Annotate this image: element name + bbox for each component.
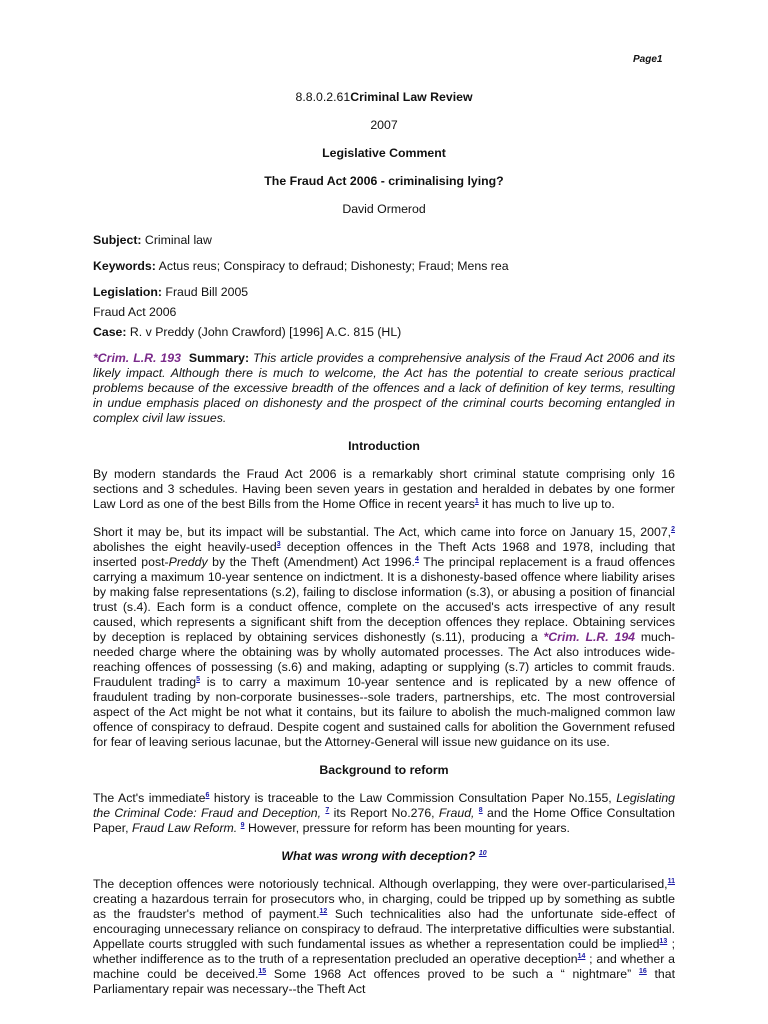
footnote-link[interactable]: 4 (414, 555, 419, 563)
footnote-link[interactable]: 3 (276, 540, 281, 548)
intro-paragraph-2: Short it may be, but its impact will be substantial. The Act, which came into force on January 15, 2007,$^2$ abolishes the eight heavily-used$^3$ deception offences in the Theft Acts 1968 and 1978, including that inserted post-Preddy by the Theft (Amendment) Act 1996.$^4$ The principal replacement is a fraud offences carrying a maximum 10-year sentence on indictment. It is a dishonesty-based offence where liability arises by making false representations (s.2), failing to disclose information (s.3), or abusing a position of financial trust (s.4). Each form is a conduct offence, complete on the accused's acts irrespective of any result caused, which represents a significant shift from the deception offences they replace. Obtaining services by deception is replaced by obtaining services dishonestly (s.11), producing a *Crim. L.R. 194 much-needed charge where the obtaining was by wholly automated processes. The Act also introduces wide-reaching offences of possessing (s.6) and making, adapting or supplying (s.7) articles to commit frauds. Fraudulent trading$^5$ is to carry a maximum 10-year sentence and is replicated by a new offence of fraudulent trading by non-corporate businesses--sole traders, partnerships, etc. The most controversial aspect of the Act might be not what it contains, but its failure to abolish the much-maligned common law offence of conspiracy to defraud. Despite cogent and sustained calls for abolition the Government refused for fear of leaving serious lacunae, but the Attorney-General will issue new guidance on its use. (93, 525, 676, 749)
crim-lr-reference: *Crim. L.R. 194 (543, 630, 636, 644)
legislation-field (93, 285, 675, 300)
footnote-link[interactable]: 10 (478, 849, 487, 857)
keywords-label: Keywords: (93, 259, 156, 273)
footnote-link[interactable]: 6 (205, 791, 210, 799)
footnote-link[interactable]: 16 (638, 967, 647, 975)
crim-lr-reference: *Crim. L.R. 193 (93, 351, 181, 365)
legislation-value: Fraud Bill 2005 (162, 285, 249, 299)
keywords-value: Actus reus; Conspiracy to defraud; Dishonesty; Fraud; Mens rea (155, 259, 509, 273)
heading-introduction: Introduction (348, 439, 420, 453)
footnote-link[interactable]: 15 (258, 967, 267, 975)
footnote-link[interactable]: 7 (325, 806, 330, 814)
footnote-link[interactable]: 1 (474, 497, 479, 505)
footnote-link[interactable]: 14 (577, 952, 586, 960)
footnote-link[interactable]: 8 (478, 806, 483, 814)
legislation-label: Legislation: (93, 285, 163, 299)
citation-number: 8.8.0.2.61 (295, 90, 351, 104)
subject-value: Criminal law (141, 233, 212, 247)
footnote-link[interactable]: 9 (240, 821, 245, 829)
heading-background: Background to reform (319, 763, 449, 777)
intro-paragraph-1: By modern standards the Fraud Act 2006 is a remarkably short criminal statute comprising only 16 sections and 3 schedules. Having been seven years in gestation and heralded in debates by one former Law Lord as one of the best Bills from the Home Office in recent years$^1$ it has much to live up to. (93, 467, 675, 511)
summary-label: Summary: (188, 351, 250, 365)
document-body (93, 90, 675, 1010)
summary-text: This article provides a comprehensive analysis of the Fraud Act 2006 and its likely impact. Although there is much to welcome, the Act has the potential to create serious practical problems because of the excessive breadth of the offences and a lack of definition of key terms, resulting in undue emphasis placed on dishonesty and the prospect of the criminal courts becoming entangled in complex civil law issues. (93, 351, 675, 425)
footnote-link[interactable]: 2 (671, 525, 675, 533)
heading-deception: What was wrong with deception? $^{10}$ (281, 849, 487, 863)
case-value: R. v Preddy (John Crawford) [1996] A.C. 815 (HL) (126, 325, 402, 339)
journal-year: 2007 (370, 118, 398, 132)
case-label: Case: (93, 325, 127, 339)
footnote-link[interactable]: 13 (659, 937, 668, 945)
article-title: The Fraud Act 2006 - criminalising lying? (264, 174, 504, 188)
background-paragraph-1: The Act's immediate$^6$ history is traceable to the Law Commission Consultation Paper No.155, Legislating the Criminal Code: Fraud and Deception, $^7$ its Report No.276, Fraud, $^8$ and the Home Office Consultation Paper, Fraud Law Reform. $^9$ However, pressure for reform has been mounting for years. (93, 791, 675, 835)
subject-label: Subject: (93, 233, 142, 247)
footnote-link[interactable]: 12 (319, 907, 328, 915)
case-field (93, 325, 675, 340)
deception-paragraph-1: The deception offences were notoriously technical. Although overlapping, they were over-particularised,$^{11}$ creating a hazardous terrain for prosecutors who, in charging, could be tripped up by something as subtle as the fraudster's method of payment.$^{12}$ Such technicalities also had the unfortunate side-effect of encouraging unnecessary reliance on conspiracy to defraud. The interpretative difficulties were substantial. Appellate courts struggled with such fundamental issues as whether a representation could be implied$^{13}$ ; whether indifference as to the truth of a representation precluded an operative deception$^{14}$ ; and whether a machine could be deceived.$^{15}$ Some 1968 Act offences proved to be such a “ nightmare” $^{16}$ that Parliamentary repair was necessary--the Theft Act (93, 877, 676, 996)
keywords-field (93, 259, 675, 274)
section-type: Legislative Comment (322, 146, 446, 160)
author: David Ormerod (342, 202, 426, 216)
journal-line (93, 90, 675, 105)
legislation-field-2: Fraud Act 2006 (93, 305, 177, 319)
page-number: Page1 (633, 54, 663, 65)
footnote-link[interactable]: 5 (196, 675, 201, 683)
summary-paragraph (93, 351, 675, 426)
footnote-link[interactable]: 11 (667, 877, 675, 885)
subject-field (93, 233, 675, 248)
journal-name: Criminal Law Review (350, 90, 473, 104)
